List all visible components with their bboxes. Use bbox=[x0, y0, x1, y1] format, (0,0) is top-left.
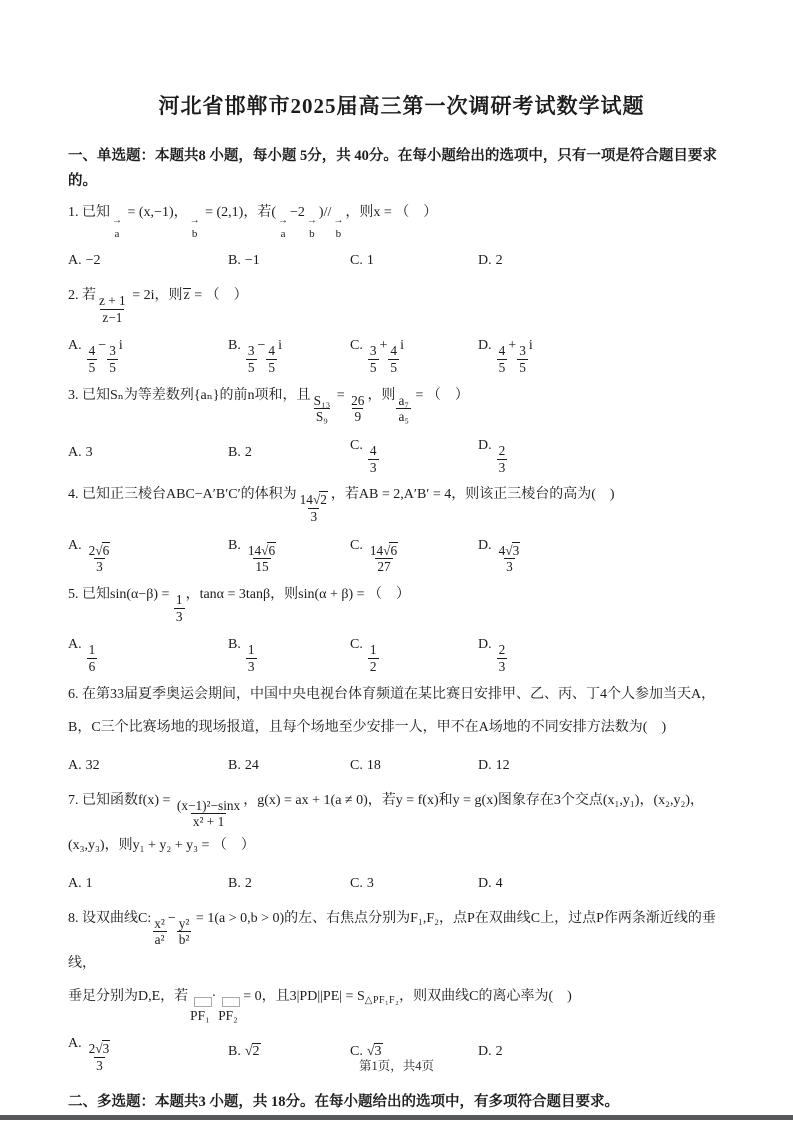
fraction-denominator: 9 bbox=[354, 409, 362, 425]
option-value: 2 bbox=[495, 253, 503, 269]
math-fraction bbox=[368, 443, 379, 475]
fraction-denominator: 3 bbox=[175, 608, 183, 624]
option-b bbox=[228, 630, 350, 674]
fraction-numerator: 1 bbox=[175, 592, 183, 608]
radical-sign-icon: √ bbox=[261, 542, 268, 558]
math-fraction bbox=[497, 543, 523, 575]
radical-coefficient: 2 bbox=[88, 1041, 96, 1057]
option-label: D. bbox=[478, 637, 492, 653]
vector-base-text: PF₂ bbox=[218, 1008, 238, 1024]
fraction-denominator: 5 bbox=[109, 359, 116, 375]
option-a bbox=[68, 751, 228, 780]
option-value bbox=[496, 637, 509, 675]
fraction-numerator bbox=[298, 492, 330, 508]
fraction-denominator: 5 bbox=[390, 359, 398, 375]
option-label: A. bbox=[68, 876, 82, 892]
option-d bbox=[478, 630, 735, 674]
fraction-denominator: 3 bbox=[310, 508, 318, 524]
vector-letter: b bbox=[335, 227, 342, 240]
fraction-denominator: 2 bbox=[369, 659, 377, 675]
option-b bbox=[228, 869, 350, 898]
question-1 bbox=[68, 197, 735, 276]
fraction-denominator: 5 bbox=[247, 359, 255, 375]
option-label: D. bbox=[478, 757, 492, 773]
option-label: B. bbox=[228, 1043, 241, 1059]
fraction-numerator: 1 bbox=[247, 642, 255, 658]
question-6 bbox=[68, 679, 735, 781]
radical-sign-icon: √ bbox=[383, 542, 390, 558]
math-fraction bbox=[312, 393, 333, 425]
option-value: 24 bbox=[244, 757, 259, 773]
option-label: D. bbox=[478, 253, 492, 269]
option-value bbox=[496, 438, 509, 475]
fraction-denominator: a₅ bbox=[398, 409, 409, 425]
option-d bbox=[478, 531, 735, 575]
option-row bbox=[68, 630, 735, 674]
question-2 bbox=[68, 280, 735, 376]
option-label: C. bbox=[350, 338, 363, 354]
fraction-numerator: 4 bbox=[498, 343, 506, 359]
missing-glyph-box-icon bbox=[222, 997, 240, 1007]
math-fraction bbox=[246, 642, 257, 674]
option-value bbox=[367, 538, 401, 575]
fraction-denominator: 3 bbox=[96, 1057, 103, 1073]
math-fraction bbox=[497, 343, 508, 375]
option-label: B. bbox=[228, 637, 241, 653]
radical-sign-icon: √ bbox=[244, 1043, 252, 1059]
fraction-denominator: z−1 bbox=[102, 309, 123, 325]
vector-arrow-icon: → bbox=[306, 214, 317, 226]
math-fraction bbox=[266, 343, 277, 375]
vector-arrow-icon: → bbox=[189, 214, 200, 226]
option-label: D. bbox=[478, 537, 492, 553]
option-a bbox=[68, 438, 228, 467]
option-b bbox=[228, 331, 350, 375]
fraction-numerator: 3 bbox=[519, 343, 526, 359]
fraction-numerator: z + 1 bbox=[99, 292, 126, 308]
option-label: A. bbox=[68, 637, 82, 653]
option-label: C. bbox=[350, 537, 363, 553]
option-label: D. bbox=[478, 437, 492, 453]
option-row bbox=[68, 431, 735, 475]
fraction-denominator: a² bbox=[154, 932, 165, 948]
option-c bbox=[350, 751, 478, 780]
vector-b bbox=[333, 216, 343, 240]
option-value: 3 bbox=[85, 445, 93, 461]
radicand: 3 bbox=[512, 542, 520, 558]
vector-letter: b bbox=[309, 227, 315, 240]
option-value bbox=[86, 1036, 114, 1073]
option-value: 4 bbox=[495, 876, 503, 892]
fraction-denominator: 3 bbox=[506, 559, 513, 575]
option-value: $\frac{4}{5}$ + $\frac{3}{5}$ i bbox=[498, 338, 533, 375]
option-d bbox=[478, 331, 735, 375]
option-label: A. bbox=[68, 537, 82, 553]
fraction-numerator: 4 bbox=[369, 442, 377, 458]
option-value: 1 bbox=[85, 876, 93, 892]
option-label: A. bbox=[68, 253, 82, 269]
option-d bbox=[478, 869, 735, 898]
option-value: 18 bbox=[366, 757, 381, 773]
option-row bbox=[68, 531, 735, 575]
option-value bbox=[496, 538, 524, 575]
question-stem: 1. 已知 → a = (x,−1)， → b = (2,1)，若( → a −2 → b )// → b ，则x = （ ） bbox=[68, 205, 438, 240]
option-a bbox=[68, 630, 228, 674]
question-stem: 4. 已知正三棱台ABC−A′B′C′的体积为 $\frac{14√2}{3}$ ，若AB = 2,A′B′ = 4，则该正三棱台的高为( ) bbox=[68, 487, 615, 524]
radicand: 3 bbox=[102, 1041, 110, 1057]
fraction-denominator: 5 bbox=[498, 359, 506, 375]
option-b bbox=[228, 751, 350, 780]
radical-sign-icon: √ bbox=[366, 1043, 374, 1059]
option-c bbox=[350, 869, 478, 898]
math-fraction bbox=[87, 343, 98, 375]
math-fraction bbox=[246, 343, 257, 375]
fraction-numerator: a₇ bbox=[398, 392, 409, 408]
option-value: 2 bbox=[495, 1043, 503, 1059]
math-radical bbox=[370, 542, 398, 558]
fraction-numerator: 3 bbox=[247, 343, 255, 359]
option-c bbox=[350, 331, 478, 375]
missing-glyph-box-icon bbox=[194, 997, 212, 1007]
fraction-denominator: 5 bbox=[519, 359, 526, 375]
fraction-denominator: 6 bbox=[88, 659, 96, 675]
radical-coefficient: 14 bbox=[299, 492, 313, 508]
fraction-numerator: 26 bbox=[351, 392, 365, 408]
question-4 bbox=[68, 479, 735, 575]
fraction-denominator: S₉ bbox=[315, 409, 328, 425]
option-label: B. bbox=[228, 876, 241, 892]
page-number-footer: 第1页，共4页 bbox=[358, 1059, 434, 1073]
option-value bbox=[367, 637, 380, 675]
radicand: 6 bbox=[268, 542, 276, 558]
fraction-numerator: S₁₃ bbox=[313, 392, 331, 408]
fraction-numerator: y² bbox=[178, 915, 190, 931]
vector-arrow-icon: → bbox=[112, 214, 122, 226]
fraction-numerator: 4 bbox=[390, 343, 398, 359]
math-fraction bbox=[388, 343, 399, 375]
math-fraction bbox=[368, 343, 379, 375]
option-label: B. bbox=[228, 757, 241, 773]
fraction-numerator bbox=[497, 543, 523, 559]
vector-b bbox=[307, 216, 317, 240]
question-5 bbox=[68, 579, 735, 675]
option-c bbox=[350, 630, 478, 674]
vector-missing-glyph bbox=[190, 997, 209, 1023]
question-7 bbox=[68, 785, 735, 899]
math-fraction bbox=[298, 492, 330, 524]
option-value: 2 bbox=[244, 445, 252, 461]
option-label: C. bbox=[350, 253, 363, 269]
radical-sign-icon: √ bbox=[312, 492, 320, 508]
fraction-denominator: 3 bbox=[369, 459, 377, 475]
option-a bbox=[68, 869, 228, 898]
math-fraction bbox=[87, 642, 98, 674]
math-fraction bbox=[174, 592, 185, 624]
fraction-denominator: 3 bbox=[247, 659, 255, 675]
radical-coefficient: 14 bbox=[369, 542, 384, 558]
fraction-numerator: 3 bbox=[369, 343, 377, 359]
question-stem: 7. 已知函数f(x) = $\frac{\text{(x−1)²−sinx}}{\text{x² + 1}}$ ，g(x) = ax + 1(a ≠ 0)，若y = f(x)和y = g(x)图象存在3个交点(x₁,y₁)，(x₂,y₂)， (x₃,y₃)，则y₁ + y₂ + y₃ = （ ） bbox=[68, 792, 705, 853]
option-label: D. bbox=[478, 338, 492, 354]
fraction-numerator: 2 bbox=[498, 642, 506, 658]
option-label: A. bbox=[68, 1036, 82, 1052]
fraction-numerator: 2 bbox=[498, 442, 506, 458]
question-list bbox=[68, 197, 735, 1073]
option-a bbox=[68, 246, 228, 275]
radical-coefficient: 14 bbox=[247, 542, 262, 558]
math-fraction bbox=[152, 916, 167, 948]
math-fraction bbox=[177, 916, 192, 948]
radicand: 2 bbox=[252, 1043, 260, 1059]
math-fraction bbox=[87, 543, 113, 575]
math-fraction bbox=[497, 443, 508, 475]
option-value bbox=[367, 438, 380, 475]
option-value bbox=[245, 637, 258, 675]
bottom-border-bar bbox=[0, 1115, 793, 1120]
fraction-numerator: 3 bbox=[109, 343, 116, 359]
radical-sign-icon: √ bbox=[95, 1041, 102, 1057]
vector-a bbox=[278, 216, 288, 240]
option-value bbox=[86, 637, 99, 675]
math-fraction bbox=[368, 642, 379, 674]
option-value: −1 bbox=[244, 253, 260, 269]
math-radical bbox=[89, 542, 111, 558]
option-row bbox=[68, 869, 735, 899]
fraction-denominator: 15 bbox=[255, 559, 269, 575]
question-stem: 2. 若 $\frac{z + 1}{z-1}$ = 2i，则z = （ ） bbox=[68, 287, 248, 325]
option-b bbox=[228, 531, 350, 575]
option-label: A. bbox=[68, 445, 82, 461]
option-label: A. bbox=[68, 757, 82, 773]
option-value: $\frac{3}{5}$ + $\frac{4}{5}$ i bbox=[369, 338, 404, 375]
fraction-denominator: 5 bbox=[88, 359, 96, 375]
option-value: 12 bbox=[495, 757, 510, 773]
option-value: $\frac{4}{5}$ − $\frac{3}{5}$ i bbox=[88, 338, 123, 375]
vector-missing-glyph bbox=[218, 997, 237, 1023]
option-a bbox=[68, 531, 228, 575]
vector-a bbox=[112, 216, 122, 240]
fraction-numerator: 1 bbox=[369, 642, 377, 658]
fraction-denominator: 27 bbox=[377, 559, 391, 575]
math-fraction bbox=[349, 393, 366, 425]
option-d bbox=[478, 751, 735, 780]
radical-coefficient: 4 bbox=[498, 542, 506, 558]
math-radical bbox=[499, 542, 521, 558]
fraction-denominator: 3 bbox=[96, 559, 103, 575]
fraction-numerator bbox=[246, 543, 278, 559]
question-8 bbox=[68, 903, 735, 1074]
fraction-numerator: x² bbox=[154, 915, 165, 931]
math-fraction bbox=[497, 642, 508, 674]
radical-coefficient: 2 bbox=[88, 542, 96, 558]
fraction-numerator bbox=[368, 543, 400, 559]
option-c bbox=[350, 246, 478, 275]
radicand: 6 bbox=[102, 542, 110, 558]
option-label: B. bbox=[228, 445, 241, 461]
option-label: D. bbox=[478, 876, 492, 892]
vector-arrow-icon: → bbox=[333, 214, 344, 226]
question-stem: 6. 在第33届夏季奥运会期间，中国中央电视台体育频道在某比赛日安排甲、乙、丙、丁4个人参加当天A， B，C三个比赛场地的现场报道，且每个场地至少安排一人，甲不在A场地的不同安排方法数为( ) bbox=[68, 686, 716, 735]
math-fraction bbox=[246, 543, 278, 575]
fraction-numerator bbox=[87, 543, 113, 559]
option-value: 2 bbox=[244, 876, 252, 892]
section-2-heading: 二、多选题：本题共3 小题，共 18分。在每小题给出的选项中，有多项符合题目要求。 bbox=[68, 1093, 619, 1110]
option-label: B. bbox=[228, 338, 241, 354]
math-radical bbox=[89, 1040, 111, 1056]
fraction-numerator bbox=[87, 1041, 113, 1057]
option-row bbox=[68, 331, 735, 375]
math-fraction bbox=[396, 393, 411, 425]
option-d bbox=[478, 431, 735, 475]
math-subscript: △PF₁F₂ bbox=[364, 995, 400, 1007]
vector-letter: a bbox=[280, 227, 286, 240]
fraction-denominator: 5 bbox=[268, 359, 276, 375]
option-label: C. bbox=[350, 757, 363, 773]
vector-b bbox=[190, 216, 200, 240]
option-value: $\frac{3}{5}$ − $\frac{4}{5}$ i bbox=[247, 338, 282, 375]
math-radical bbox=[248, 542, 276, 558]
vector-letter: a bbox=[114, 227, 120, 240]
option-value bbox=[245, 538, 279, 575]
fraction-denominator: 3 bbox=[498, 659, 506, 675]
fraction-denominator: x² + 1 bbox=[192, 814, 225, 830]
option-value: 3 bbox=[366, 876, 374, 892]
option-label: B. bbox=[228, 537, 241, 553]
radicand: 2 bbox=[320, 492, 327, 508]
question-3 bbox=[68, 380, 735, 476]
option-value: −2 bbox=[85, 253, 101, 269]
option-label: C. bbox=[350, 1043, 363, 1059]
math-radical bbox=[300, 491, 328, 507]
option-row bbox=[68, 246, 735, 276]
option-c bbox=[350, 431, 478, 475]
option-a bbox=[68, 331, 228, 375]
option-label: C. bbox=[350, 876, 363, 892]
option-b bbox=[228, 246, 350, 275]
fraction-denominator: 5 bbox=[369, 359, 377, 375]
option-label: A. bbox=[68, 338, 82, 354]
option-label: C. bbox=[350, 637, 363, 653]
question-stem: 3. 已知Sₙ为等差数列{aₙ}的前n项和，且 $\frac{\text{S₁₃}}{\text{S₉}}$ = $\frac{26}{9}$ ，则 $\frac{\text{a₇}}{\text{a₅}}$ = （ ） bbox=[68, 387, 469, 425]
math-fraction bbox=[175, 798, 242, 830]
option-c bbox=[350, 531, 478, 575]
vector-base-text: PF₁ bbox=[190, 1008, 210, 1024]
fraction-numerator: 4 bbox=[268, 343, 276, 359]
vector-letter: b bbox=[191, 227, 198, 240]
option-value: 32 bbox=[85, 757, 100, 773]
radical-sign-icon: √ bbox=[95, 542, 102, 558]
fraction-numerator: (x−1)²−sinx bbox=[176, 797, 241, 813]
option-label: D. bbox=[478, 1043, 492, 1059]
fraction-denominator: b² bbox=[178, 932, 190, 948]
math-fraction bbox=[517, 343, 528, 375]
option-value bbox=[86, 538, 114, 575]
radicand: 3 bbox=[374, 1043, 382, 1059]
option-label: C. bbox=[350, 437, 363, 453]
section-1-heading: 一、单选题：本题共8 小题，每小题 5分，共 40分。在每小题给出的选项中，只有一项是符合题目要求的。 bbox=[68, 148, 717, 189]
option-value: 1 bbox=[366, 253, 374, 269]
radical-sign-icon: √ bbox=[505, 542, 512, 558]
question-stem: 5. 已知sin(α−β) = $\frac{1}{3}$ ，tanα = 3tanβ，则sin(α + β) = （ ） bbox=[68, 587, 411, 624]
question-stem: 8. 设双曲线C: $\frac{\text{x²}}{\text{a²}}$ − $\frac{\text{y²}}{\text{b²}}$ = 1(a > 0,b > 0)的左、右焦点分别为F₁,F₂，点P在双曲线C上，过点P作两条渐近线的垂线， 垂足分别为D,E，若 PF₁ · PF₂ = 0，且$3|PD||PE| = S_{\triangle PF_1F_2}$，则双曲线C的离心率为( ) bbox=[68, 910, 716, 1024]
option-row bbox=[68, 751, 735, 781]
fraction-numerator: 4 bbox=[88, 343, 96, 359]
option-d bbox=[478, 246, 735, 275]
math-fraction bbox=[107, 343, 118, 375]
math-conjugate-overline: z bbox=[183, 287, 190, 303]
page-title: 河北省邯郸市2025届高三第一次调研考试数学试题 bbox=[158, 94, 645, 118]
option-b bbox=[228, 438, 350, 467]
math-fraction bbox=[97, 293, 128, 325]
math-fraction bbox=[368, 543, 400, 575]
fraction-denominator: 3 bbox=[498, 459, 506, 475]
fraction-numerator: 1 bbox=[88, 642, 96, 658]
vector-arrow-icon: → bbox=[278, 214, 289, 226]
option-label: B. bbox=[228, 253, 241, 269]
radicand: 6 bbox=[390, 542, 398, 558]
